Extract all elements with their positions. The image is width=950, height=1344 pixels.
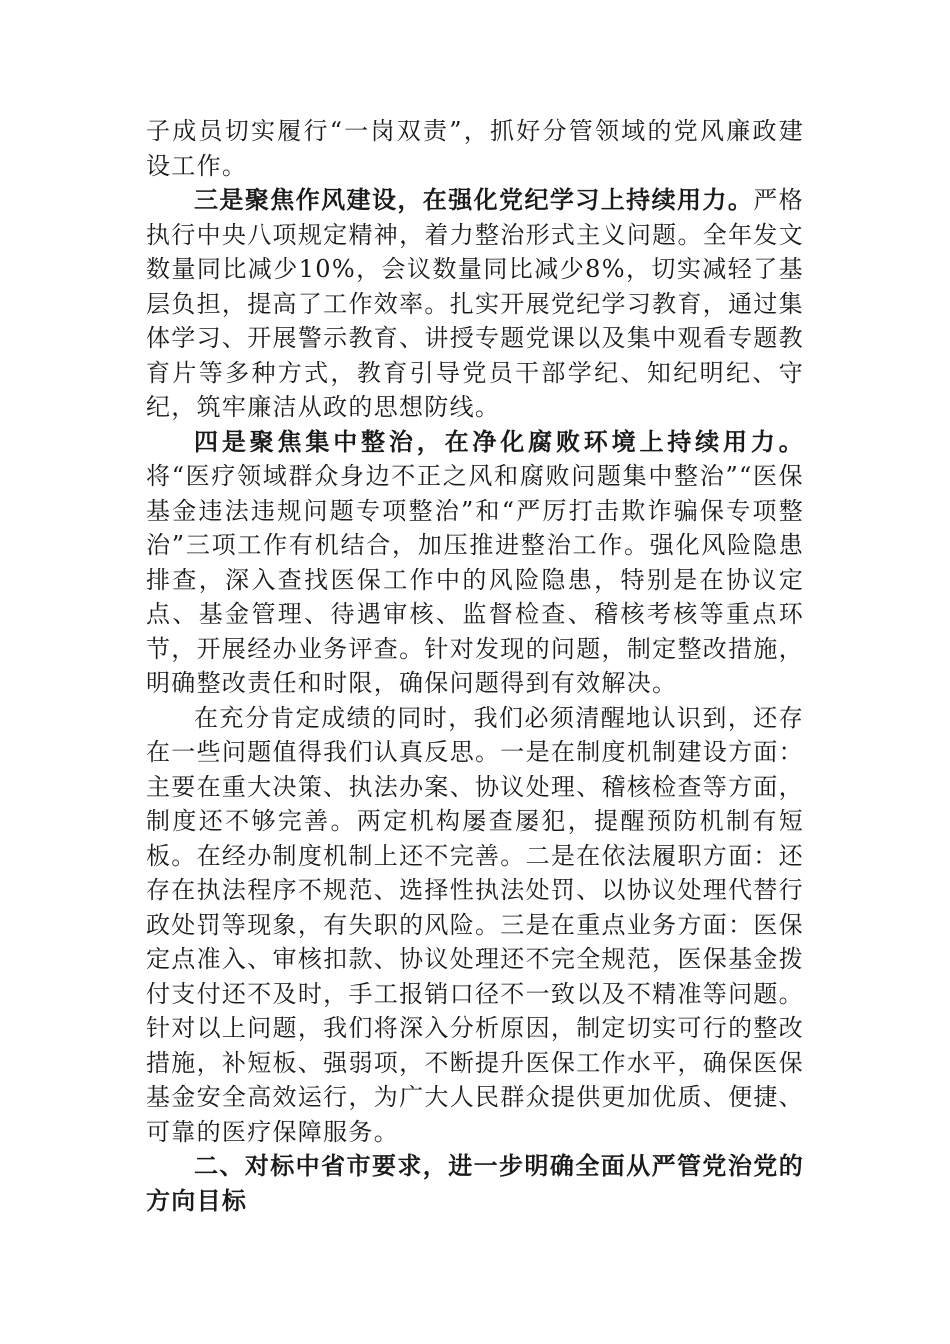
paragraph-concentrated-rectification: [146, 425, 804, 701]
document-page: [146, 114, 804, 1218]
paragraph-style-building: [146, 183, 804, 425]
paragraph-body: 严格执行中央八项规定精神，着力整治形式主义问题。全年发文数量同比减少10%，会议数量同比减少8%，切实减轻了基层负担，提高了工作效率。扎实开展党纪学习教育，通过集体学习、开展警示教育、讲授专题党课以及集中观看专题教育片等多种方式，教育引导党员干部学纪、知纪明纪、守纪，筑牢廉洁从政的思想防线。: [146, 186, 804, 421]
paragraph-lead-heading: 四是聚焦集中整治，在净化腐败环境上持续用力。: [194, 426, 804, 456]
paragraph-lead-heading: 三是聚焦作风建设，在强化党纪学习上持续用力。: [194, 185, 754, 214]
paragraph-continuation: 子成员切实履行“一岗双责”，抓好分管领域的党风廉政建设工作。: [146, 117, 804, 180]
paragraph-body: 将“医疗领域群众身边不正之风和腐败问题集中整治”“医保基金违法违规问题专项整治”和“严厉打击欺诈骗保专项整治”三项工作有机结合，加压推进整治工作。强化风险隐患排查，深入查找医保工作中的风险隐患，特别是在协议定点、基金管理、待遇审核、监督检查、稽核考核等重点环节，开展经办业务评查。针对发现的问题，制定整改措施，明确整改责任和时限，确保问题得到有效解决。: [146, 462, 804, 697]
paragraph-problems-reflection: 在充分肯定成绩的同时，我们必须清醒地认识到，还存在一些问题值得我们认真反思。一是在制度机制建设方面：主要在重大决策、执法办案、协议处理、稽核检查等方面，制度还不够完善。两定机构屡查屡犯，提醒预防机制有短板。在经办制度机制上还不完善。二是在依法履职方面：还存在执法程序不规范、选择性执法处罚、以协议处理代替行政处罚等现象，有失职的风险。三是在重点业务方面：医保定点准入、审核扣款、协议处理还不完全规范，医保基金拨付支付还不及时，手工报销口径不一致以及不精准等问题。针对以上问题，我们将深入分析原因，制定切实可行的整改措施，补短板、强弱项，不断提升医保工作水平，确保医保基金安全高效运行，为广大人民群众提供更加优质、便捷、可靠的医疗保障服务。: [146, 703, 804, 1146]
section-heading: 二、对标中省市要求，进一步明确全面从严管党治党的方向目标: [146, 1151, 804, 1215]
